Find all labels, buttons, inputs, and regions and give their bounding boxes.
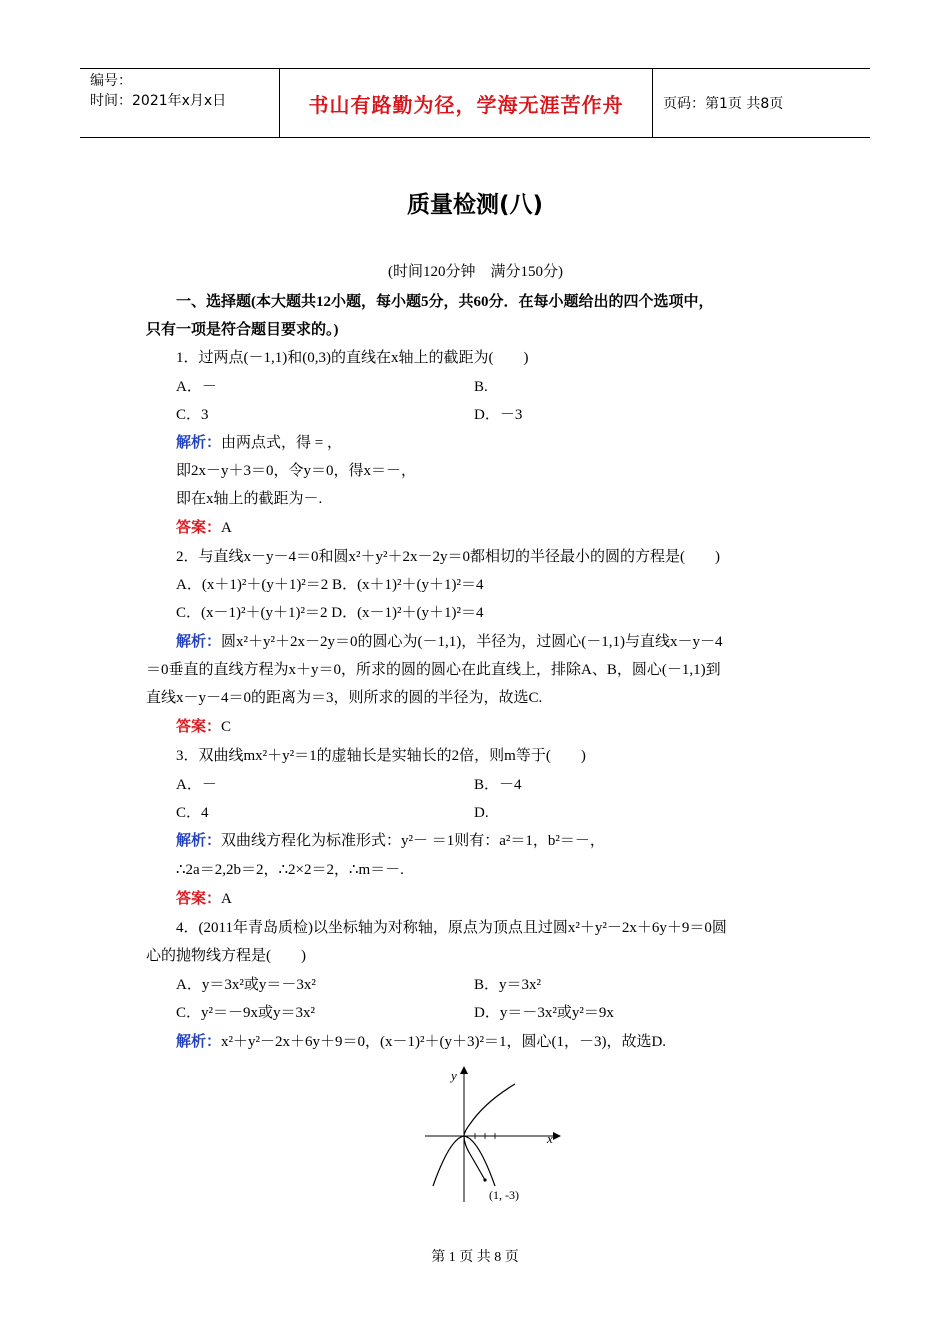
q2-analysis bbox=[176, 632, 723, 652]
motto: 书山有路勤为径，学海无涯苦作舟 bbox=[308, 92, 624, 117]
q1-option-b: B. bbox=[474, 379, 488, 395]
parabola-figure bbox=[415, 1062, 575, 1212]
analysis-text: 双曲线方程化为标准形式：y²－ ＝1则有：a²＝1，b²＝－， bbox=[221, 833, 605, 849]
number-label: 编号： bbox=[90, 73, 132, 89]
analysis-label: 解析： bbox=[176, 435, 222, 451]
parabola-y2-9x bbox=[464, 1084, 515, 1180]
answer-label: 答案： bbox=[176, 719, 222, 735]
analysis-text: x²＋y²－2x＋6y＋9＝0，(x－1)²＋(y＋3)²＝1，圆心(1，－3)，故选D. bbox=[221, 1034, 667, 1050]
y-axis-arrow bbox=[460, 1066, 468, 1074]
analysis-label: 解析： bbox=[176, 634, 222, 650]
answer-label: 答案： bbox=[176, 520, 222, 536]
q1-option-d: D．－3 bbox=[474, 407, 523, 423]
y-axis-label: y bbox=[451, 1068, 457, 1083]
q1-option-a: A．－ bbox=[176, 379, 217, 395]
x-axis-arrow bbox=[553, 1132, 561, 1140]
page-title: 质量检测(八) bbox=[406, 192, 544, 218]
page-info: 页码：第1页 共8页 bbox=[663, 96, 784, 112]
q4-option-d: D．y＝－3x²或y²＝9x bbox=[474, 1005, 614, 1021]
analysis-text: 圆x²＋y²＋2x－2y＝0的圆心为(－1,1)，半径为，过圆心(－1,1)与直线x－y－4 bbox=[221, 634, 723, 650]
exam-info: (时间120分钟 满分150分) bbox=[388, 264, 563, 280]
answer-label: 答案： bbox=[176, 891, 222, 907]
q1-option-c: C．3 bbox=[176, 407, 209, 423]
question-3: 3．双曲线mx²＋y²＝1的虚轴长是实轴长的2倍，则m等于( ) bbox=[176, 748, 586, 764]
q3-option-d: D. bbox=[474, 805, 489, 821]
q2-options-ab: A．(x＋1)²＋(y＋1)²＝2 B．(x＋1)²＋(y＋1)²＝4 bbox=[176, 577, 484, 593]
question-4-cont: 心的抛物线方程是( ) bbox=[146, 948, 306, 964]
page-header bbox=[80, 68, 870, 138]
question-1: 1．过两点(－1,1)和(0,3)的直线在x轴上的截距为( ) bbox=[176, 350, 529, 366]
analysis-label: 解析： bbox=[176, 1034, 222, 1050]
q2-analysis-line-3: 直线x－y－4＝0的距离为＝3，则所求的圆的半径为，故选C. bbox=[146, 690, 543, 706]
q3-option-b: B．－4 bbox=[474, 777, 522, 793]
q2-options-cd: C．(x－1)²＋(y＋1)²＝2 D．(x－1)²＋(y＋1)²＝4 bbox=[176, 605, 484, 621]
q4-option-a: A．y＝3x²或y＝－3x² bbox=[176, 977, 316, 993]
section-heading: 一、选择题(本大题共12小题，每小题5分，共60分．在每小题给出的四个选项中， bbox=[176, 294, 714, 310]
header-meta bbox=[80, 69, 280, 137]
q4-analysis bbox=[176, 1032, 666, 1052]
question-2: 2．与直线x－y－4＝0和圆x²＋y²＋2x－2y＝0都相切的半径最小的圆的方程是( ) bbox=[176, 549, 720, 565]
q4-option-b: B．y＝3x² bbox=[474, 977, 542, 993]
q3-option-a: A．－ bbox=[176, 777, 217, 793]
analysis-label: 解析： bbox=[176, 833, 222, 849]
time-label: 时间：2021年x月x日 bbox=[90, 93, 227, 109]
header-page-info bbox=[653, 69, 870, 137]
answer-value: A bbox=[221, 520, 232, 536]
point-marker bbox=[483, 1178, 486, 1181]
q4-option-c: C．y²＝－9x或y＝3x² bbox=[176, 1005, 315, 1021]
q2-answer bbox=[176, 717, 231, 737]
q2-analysis-line-2: ＝0垂直的直线方程为x＋y＝0，所求的圆的圆心在此直线上，排除A、B，圆心(－1,1)到 bbox=[146, 662, 721, 678]
q3-option-c: C．4 bbox=[176, 805, 209, 821]
section-heading-cont: 只有一项是符合题目要求的。) bbox=[146, 322, 339, 338]
answer-value: C bbox=[221, 719, 232, 735]
q1-answer bbox=[176, 518, 232, 538]
analysis-text: 由两点式，得 = ， bbox=[221, 435, 342, 451]
q1-analysis-line-2: 即2x－y＋3＝0，令y＝0，得x＝－， bbox=[176, 463, 417, 479]
header-motto-cell bbox=[280, 69, 653, 137]
answer-value: A bbox=[221, 891, 232, 907]
q3-answer bbox=[176, 889, 232, 909]
q3-analysis bbox=[176, 831, 605, 851]
q1-analysis-line-3: 即在x轴上的截距为－. bbox=[176, 491, 323, 507]
page-footer: 第 1 页 共 8 页 bbox=[431, 1250, 519, 1265]
x-axis-label: x bbox=[547, 1131, 553, 1146]
q1-analysis bbox=[176, 433, 342, 453]
q3-analysis-line-2: ∴2a＝2,2b＝2，∴2×2＝2，∴m＝－. bbox=[176, 862, 404, 878]
point-label: (1, -3) bbox=[489, 1188, 519, 1202]
question-4: 4．(2011年青岛质检)以坐标轴为对称轴，原点为顶点且过圆x²＋y²－2x＋6y＋9＝0圆 bbox=[176, 920, 727, 936]
